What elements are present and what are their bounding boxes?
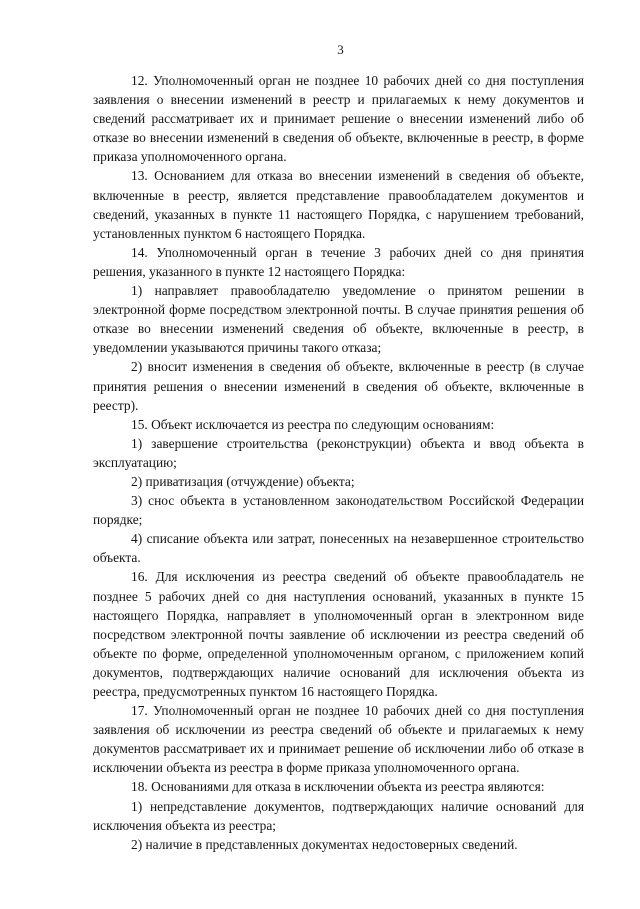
paragraph-15-item-3: 3) снос объекта в установленном законодательством Российской Федерации порядке; [93,493,584,528]
paragraph-15: 15. Объект исключается из реестра по следующим основаниям: [131,416,495,432]
paragraph-18-item-2: 2) наличие в представленных документах недостоверных сведений. [131,836,518,852]
paragraph-15-item-1: 1) завершение строительства (реконструкции) объекта и ввод объекта в эксплуатацию; [93,435,584,470]
paragraph-12: 12. Уполномоченный орган не позднее 10 рабочих дней со дня поступления заявления о внесении изменений в реестр и прилагаемых к нему документов и сведений рассматривает их и принимает решение о внесении изменений либо об отказе во внесении изменений в сведения об объекте, включенные в реестр, в форме приказа уполномоченного органа. [93,73,584,165]
paragraph-13: 13. Основанием для отказа во внесении изменений в сведения об объекте, включенные в реестр, является представление правообладателем документов и сведений, указанных в пункте 11 настоящего Порядка, с нарушением требований, установленных пунктом 6 настоящего Порядка. [93,168,584,241]
page-number: 3 [337,42,344,57]
paragraph-15-item-2: 2) приватизация (отчуждение) объекта; [131,473,355,489]
paragraph-14-item-1: 1) направляет правообладателю уведомление о принятом решении в электронной форме посредством электронной почты. В случае принятия решения об отказе во внесении изменений сведения об объекте, включенные в реестр, в уведомлении указываются причины такого отказа; [93,283,584,356]
paragraph-18-item-1: 1) непредставление документов, подтверждающих наличие оснований для исключения объекта из реестра; [93,798,584,833]
paragraph-18: 18. Основаниями для отказа в исключении объекта из реестра являются: [131,779,545,795]
paragraph-17: 17. Уполномоченный орган не позднее 10 рабочих дней со дня поступления заявления об исключении из реестра сведений об объекте и прилагаемых к нему документов рассматривает их и принимает решение об исключении либо об отказе в исключении объекта из реестра в форме приказа уполномоченного органа. [93,703,584,776]
paragraph-15-item-4: 4) списание объекта или затрат, понесенных на незавершенное строительство объекта. [93,531,584,566]
paragraph-16: 16. Для исключения из реестра сведений об объекте правообладатель не позднее 5 рабочих дней со дня наступления оснований, указанных в пункте 15 настоящего Порядка, направляет в уполномоченный орган в электронном виде посредством электронной почты заявление об исключении из реестра сведений об объекте по форме, определенной уполномоченным органом, с приложением копий документов, подтверждающих наличие оснований для исключения объекта из реестра, предусмотренных пунктом 16 настоящего Порядка. [93,569,584,699]
paragraph-14: 14. Уполномоченный орган в течение 3 рабочих дней со дня принятия решения, указанного в пункте 12 настоящего Порядка: [93,244,584,279]
paragraph-14-item-2: 2) вносит изменения в сведения об объекте, включенные в реестр (в случае принятия решения о внесении изменений в сведения об объекте, включенные в реестр). [93,359,584,413]
